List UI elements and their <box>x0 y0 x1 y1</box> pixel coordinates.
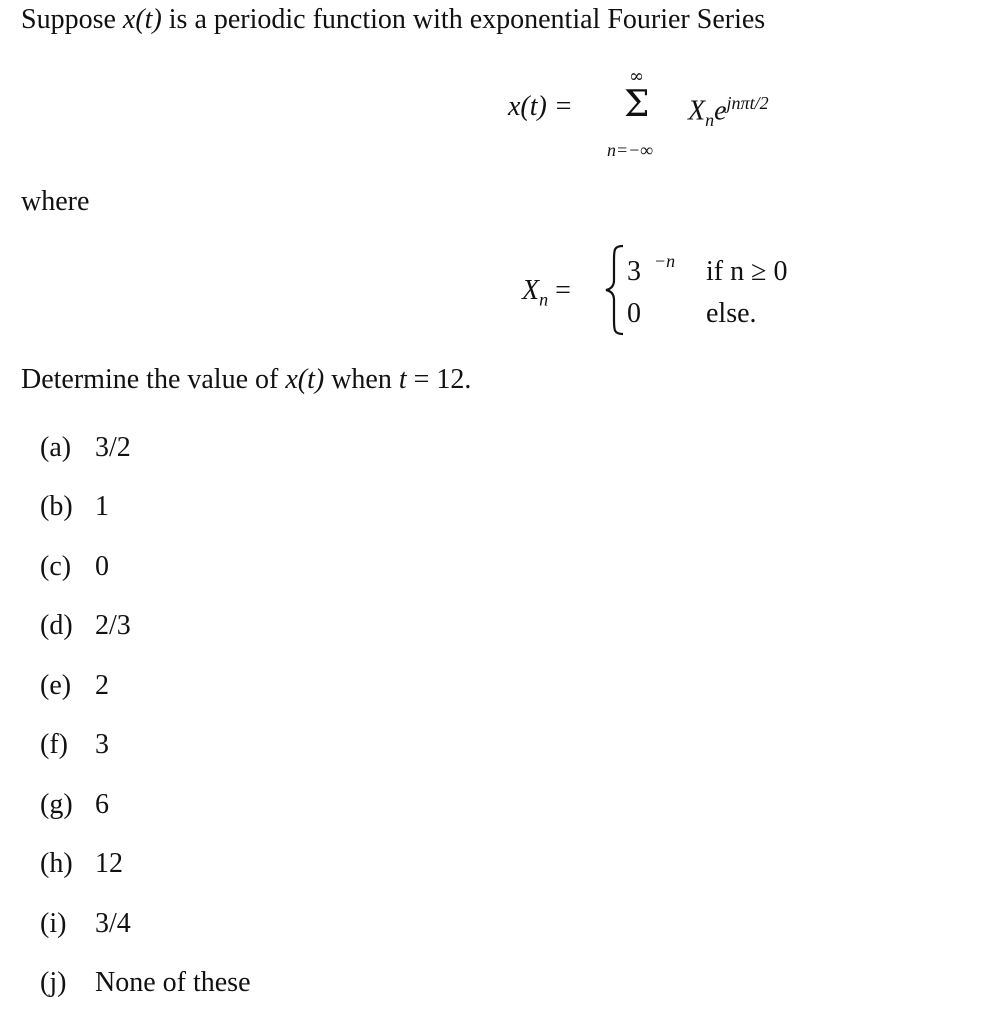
option-d[interactable] <box>40 610 131 642</box>
question-t: t <box>398 364 407 395</box>
intro-x-of-t: x(t) <box>122 4 162 35</box>
intro-text <box>21 6 765 34</box>
intro-text-b: is a periodic function with exponential Fourier Series <box>161 4 766 35</box>
option-g[interactable] <box>40 789 109 821</box>
option-e[interactable] <box>40 670 109 702</box>
question-text-b: when <box>324 364 399 395</box>
where-text: where <box>21 186 90 217</box>
intro-text-a: Suppose <box>21 4 123 35</box>
option-b[interactable] <box>40 491 109 523</box>
option-value: 2 <box>95 670 109 701</box>
case2-condition: else. <box>706 298 757 329</box>
option-label: (h) <box>40 848 73 879</box>
term-exponential-base: e <box>714 95 727 127</box>
question-text-c: = 12. <box>406 364 472 395</box>
summation-symbol: Σ <box>624 84 650 125</box>
option-value: 3 <box>95 729 109 760</box>
option-h[interactable] <box>40 848 123 880</box>
coef-subscript: n <box>539 289 549 310</box>
option-value: None of these <box>95 967 251 998</box>
option-a[interactable] <box>40 432 131 464</box>
case1-condition: if n ≥ 0 <box>706 256 788 287</box>
question-text <box>21 366 471 394</box>
left-brace-icon <box>604 244 626 336</box>
option-value: 12 <box>95 848 123 879</box>
option-value: 1 <box>95 491 109 522</box>
term-x: X <box>688 95 706 127</box>
question-text-a: Determine the value of <box>21 364 286 395</box>
option-i[interactable] <box>40 908 131 940</box>
option-value: 3/4 <box>95 908 131 939</box>
option-label: (e) <box>40 670 72 701</box>
option-label: (f) <box>40 729 68 760</box>
case2-value: 0 <box>627 298 641 329</box>
coef-equals: = <box>548 275 571 306</box>
option-label: (b) <box>40 491 73 522</box>
option-label: (j) <box>40 967 67 998</box>
option-f[interactable] <box>40 729 109 761</box>
equation1-lhs: x(t) = <box>508 91 573 122</box>
series-term <box>688 93 769 131</box>
sum-upper-limit: ∞ <box>629 66 644 87</box>
option-value: 2/3 <box>95 610 131 641</box>
case1-value: 3 <box>627 256 641 287</box>
term-subscript: n <box>705 109 715 130</box>
term-exponent: jnπt/2 <box>726 93 769 113</box>
question-x-of-t: x(t) <box>285 364 325 395</box>
option-label: (c) <box>40 551 72 582</box>
option-label: (i) <box>40 908 67 939</box>
option-value: 3/2 <box>95 432 131 463</box>
option-value: 6 <box>95 789 109 820</box>
option-label: (d) <box>40 610 73 641</box>
option-j[interactable] <box>40 967 251 999</box>
sum-lower-limit: n=−∞ <box>607 140 654 160</box>
option-c[interactable] <box>40 551 109 583</box>
case1-exponent: −n <box>654 251 676 271</box>
option-value: 0 <box>95 551 109 582</box>
equation2-lhs <box>522 275 571 311</box>
option-label: (g) <box>40 789 73 820</box>
option-label: (a) <box>40 432 72 463</box>
coef-x: X <box>522 275 540 306</box>
